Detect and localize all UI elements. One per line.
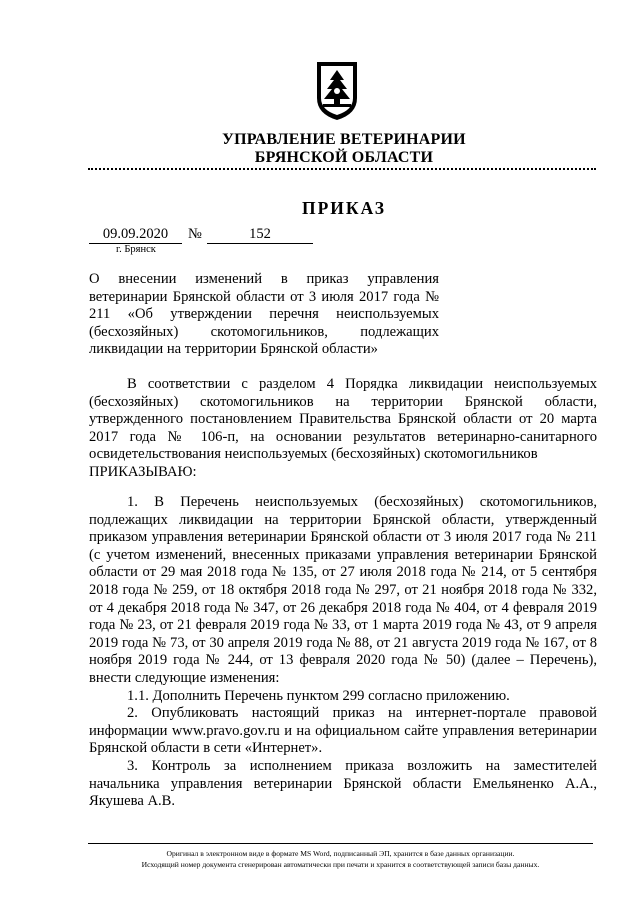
order-date: 09.09.2020 [89, 226, 182, 244]
order-city: г. Брянск [116, 244, 156, 255]
preamble-text: В соответствии с разделом 4 Порядка ликвидации неиспользуемых (бесхозяйных) скотомогильников на территории Брянской области, утвержденного постановлением Правительства Брянской области от 20 марта 2017 года № 106-п, на основании результатов ветеринарно-санитарного освидетельствования неиспользуемых (бесхозяйных) скотомогильников [89, 376, 597, 463]
org-name-line1: УПРАВЛЕНИЕ ВЕТЕРИНАРИИ [222, 131, 466, 148]
footer-line1: Оригинал в электронном виде в формате MS Word, подписанный ЭП, хранится в базе данных организации. [166, 849, 515, 858]
order-item-2: 2. Опубликовать настоящий приказ на интернет-портале правовой информации www.pravo.gov.ru и на официальном сайте управления ветеринарии Брянской области в сети «Интернет». [89, 705, 597, 757]
order-item-3: 3. Контроль за исполнением приказа возложить на заместителей начальника управления ветеринарии Брянской области Емельяненко А.А., Якушева А.В. [89, 757, 597, 810]
order-item-1-1: 1.1. Дополнить Перечень пунктом 299 согласно приложению. [127, 687, 510, 704]
document-title: ПРИКАЗ [301, 198, 387, 218]
header-divider [88, 168, 596, 170]
footer [88, 848, 593, 870]
footer-divider [88, 843, 593, 844]
number-sign: № [188, 226, 202, 242]
org-name-line2: БРЯНСКОЙ ОБЛАСТИ [254, 149, 434, 166]
order-word: ПРИКАЗЫВАЮ: [89, 463, 197, 480]
preamble [89, 376, 597, 482]
order-subject: О внесении изменений в приказ управления ветеринарии Брянской области от 3 июля 2017 года № 211 «Об утверждении перечня неиспользуемых (бесхозяйных) скотомогильников, подлежащих ликвидации на территории Брянской области» [89, 271, 439, 358]
coat-of-arms-icon [313, 58, 361, 122]
order-item-1: 1. В Перечень неиспользуемых (бесхозяйных) скотомогильников, подлежащих ликвидации на территории Брянской области, утвержденный приказом управления ветеринарии Брянской области от 3 июля 2017 года № 211 (с учетом изменений, внесенных приказами управления ветеринарии Брянской области от 29 мая 2018 года № 135, от 27 июля 2018 года № 214, от 5 сентября 2018 года № 259, от 18 октября 2018 года № 297, от 21 ноября 2018 года № 332, от 4 декабря 2018 года № 347, от 26 декабря 2018 года № 404, от 4 февраля 2019 года № 23, от 21 февраля 2019 года № 33, от 1 марта 2019 года № 43, от 9 апреля 2019 года № 73, от 30 апреля 2019 года № 88, от 21 августа 2019 года № 167, от 8 ноября 2019 года № 244, от 13 февраля 2020 года № 50) (далее – Перечень), внести следующие изменения: [89, 494, 597, 686]
order-items [89, 494, 597, 811]
footer-line2: Исходящий номер документа сгенерирован автоматически при печати и хранится в соответствующей записи базы данных. [141, 860, 540, 869]
order-number: 152 [207, 226, 313, 244]
